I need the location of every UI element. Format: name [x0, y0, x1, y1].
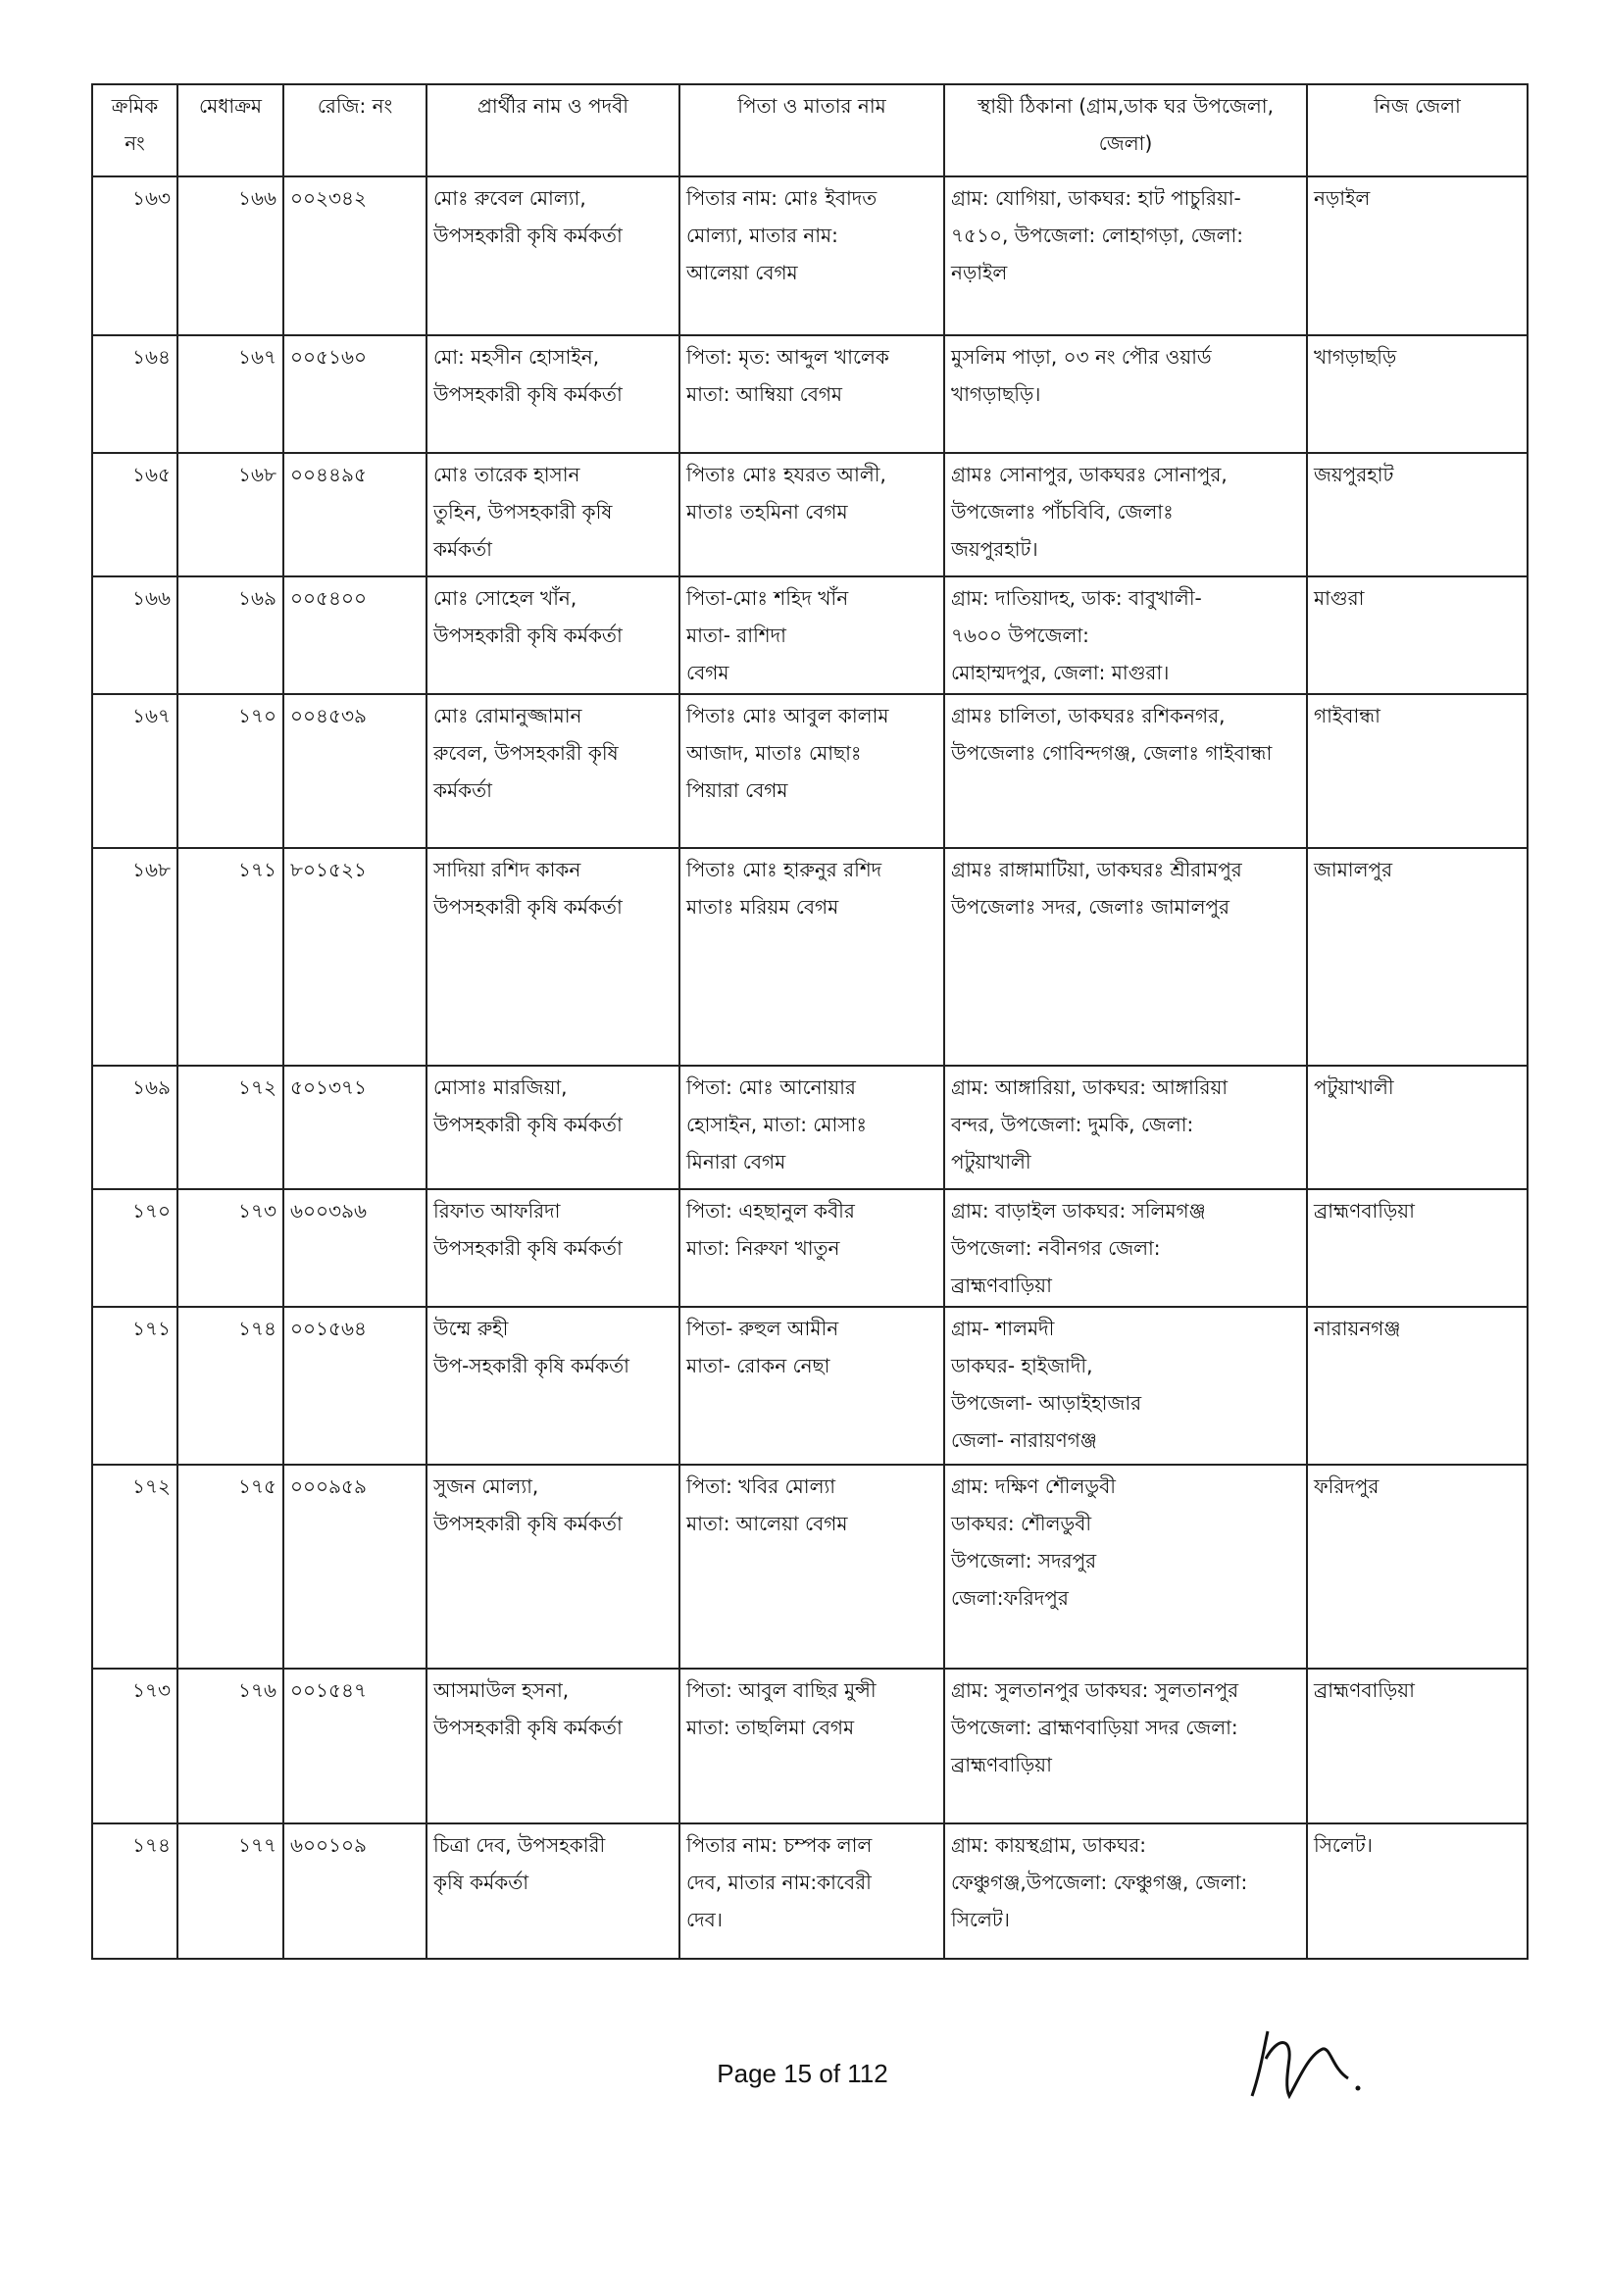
cell-address-line: সিলেট।	[951, 1908, 1010, 1931]
header-parents: পিতা ও মাতার নাম	[679, 84, 944, 176]
cell-address-line: গ্রাম: বাড়াইল ডাকঘর: সলিমগঞ্জ	[951, 1199, 1206, 1223]
cell-reg: ০০১৫৪৭	[283, 1669, 426, 1823]
cell-name	[426, 1465, 679, 1669]
cell-address-line: ডাকঘর: শৌলডুবী	[951, 1512, 1092, 1535]
cell-name-line: উপসহকারী কৃষি কর্মকর্তা	[433, 1113, 623, 1136]
cell-district: জয়পুরহাট	[1307, 453, 1528, 576]
cell-address	[944, 1823, 1307, 1959]
cell-name-line: রুবেল, উপসহকারী কৃষি	[433, 741, 619, 765]
cell-address	[944, 1669, 1307, 1823]
cell-parents	[679, 576, 944, 694]
cell-parents-line: বেগম	[686, 661, 729, 684]
cell-name-line: সুজন মোল্যা,	[433, 1474, 539, 1498]
cell-serial: ১৬৯	[92, 1066, 177, 1189]
cell-district: জামালপুর	[1307, 848, 1528, 1066]
cell-name-line: উপসহকারী কৃষি কর্মকর্তা	[433, 895, 623, 919]
cell-serial: ১৬৭	[92, 694, 177, 848]
cell-name	[426, 176, 679, 335]
cell-name-line: আসমাউল হসনা,	[433, 1678, 570, 1702]
cell-district: গাইবান্ধা	[1307, 694, 1528, 848]
cell-address-line: গ্রামঃ চালিতা, ডাকঘরঃ রশিকনগর,	[951, 704, 1226, 727]
header-row	[92, 84, 1528, 176]
cell-district: নারায়নগঞ্জ	[1307, 1307, 1528, 1465]
cell-parents-line: পিতা-মোঃ শহিদ খাঁন	[686, 586, 849, 610]
candidate-table	[91, 83, 1529, 1960]
cell-serial: ১৭২	[92, 1465, 177, 1669]
cell-name	[426, 1189, 679, 1307]
cell-address-line: উপজেলাঃ পাঁচবিবি, জেলাঃ	[951, 500, 1174, 524]
header-district: নিজ জেলা	[1307, 84, 1528, 176]
header-merit: মেধাক্রম	[177, 84, 283, 176]
cell-parents	[679, 694, 944, 848]
header-address: স্থায়ী ঠিকানা (গ্রাম,ডাক ঘর উপজেলা, জেলা)	[944, 84, 1307, 176]
cell-address-line: ৭৬০০ উপজেলা:	[951, 624, 1089, 647]
cell-parents-line: পিতা: এহছানুল কবীর	[686, 1199, 855, 1223]
cell-parents-line: মাতা- রোকন নেছা	[686, 1354, 830, 1377]
cell-parents-line: মাতা: আলেয়া বেগম	[686, 1512, 848, 1535]
cell-name-line: চিত্রা দেব, উপসহকারী	[433, 1833, 606, 1857]
cell-address-line: গ্রাম: যোগিয়া, ডাকঘর: হাট পাচুরিয়া-	[951, 186, 1241, 210]
cell-parents	[679, 335, 944, 453]
cell-serial: ১৬৫	[92, 453, 177, 576]
cell-address-line: গ্রাম: দাতিয়াদহ, ডাক: বাবুখালী-	[951, 586, 1202, 610]
cell-parents-line: আজাদ, মাতাঃ মোছাঃ	[686, 741, 862, 765]
cell-serial: ১৬৪	[92, 335, 177, 453]
cell-merit: ১৭১	[177, 848, 283, 1066]
cell-parents-line: পিতাঃ মোঃ হারুনুর রশিদ	[686, 858, 882, 881]
cell-name-line: সাদিয়া রশিদ কাকন	[433, 858, 581, 881]
cell-address	[944, 176, 1307, 335]
cell-address	[944, 335, 1307, 453]
cell-serial: ১৬৬	[92, 576, 177, 694]
cell-parents-line: মাতা: তাছলিমা বেগম	[686, 1716, 855, 1739]
cell-merit: ১৬৯	[177, 576, 283, 694]
cell-address-line: নড়াইল	[951, 261, 1008, 284]
cell-name-line: কর্মকর্তা	[433, 537, 492, 561]
table-row	[92, 1465, 1528, 1669]
cell-reg: ৬০০১০৯	[283, 1823, 426, 1959]
header-serial: ক্রমিক নং	[92, 84, 177, 176]
cell-district: ফরিদপুর	[1307, 1465, 1528, 1669]
table-row	[92, 576, 1528, 694]
cell-reg: ০০৪৫৩৯	[283, 694, 426, 848]
cell-address-line: ব্রাহ্মণবাড়িয়া	[951, 1273, 1052, 1297]
cell-parents-line: পিতার নাম: চম্পক লাল	[686, 1833, 873, 1857]
cell-address	[944, 1465, 1307, 1669]
cell-name	[426, 1307, 679, 1465]
cell-district: সিলেট।	[1307, 1823, 1528, 1959]
cell-merit: ১৬৭	[177, 335, 283, 453]
cell-name	[426, 335, 679, 453]
cell-address-line: উপজেলা: নবীনগর জেলা:	[951, 1236, 1161, 1260]
table-body	[92, 176, 1528, 1959]
table-row	[92, 1307, 1528, 1465]
cell-name-line: উপসহকারী কৃষি কর্মকর্তা	[433, 382, 623, 406]
cell-parents	[679, 848, 944, 1066]
cell-reg: ৬০০৩৯৬	[283, 1189, 426, 1307]
cell-parents-line: পিতা: মৃত: আব্দুল খালেক	[686, 345, 889, 369]
cell-address-line: উপজেলা- আড়াইহাজার	[951, 1391, 1142, 1415]
cell-reg: ০০১৫৬৪	[283, 1307, 426, 1465]
cell-name-line: উম্মে রুহী	[433, 1317, 509, 1340]
cell-address-line: মুসলিম পাড়া, ০৩ নং পৌর ওয়ার্ড	[951, 345, 1212, 369]
cell-name-line: উপসহকারী কৃষি কর্মকর্তা	[433, 1512, 623, 1535]
table-row	[92, 1823, 1528, 1959]
cell-reg: ৫০১৩৭১	[283, 1066, 426, 1189]
cell-name	[426, 1823, 679, 1959]
header-name: প্রার্থীর নাম ও পদবী	[426, 84, 679, 176]
cell-parents-line: পিতা: মোঃ আনোয়ার	[686, 1075, 856, 1099]
cell-serial: ১৭১	[92, 1307, 177, 1465]
cell-serial: ১৭০	[92, 1189, 177, 1307]
cell-address	[944, 848, 1307, 1066]
cell-district: ব্রাহ্মণবাড়িয়া	[1307, 1669, 1528, 1823]
cell-address-line: খাগড়াছড়ি।	[951, 382, 1041, 406]
cell-address-line: গ্রামঃ রাঙ্গামাটিয়া, ডাকঘরঃ শ্রীরামপুর	[951, 858, 1242, 881]
cell-reg: ৮০১৫২১	[283, 848, 426, 1066]
cell-name-line: মোঃ সোহেল খাঁন,	[433, 586, 577, 610]
cell-serial: ১৭৪	[92, 1823, 177, 1959]
cell-name-line: উপসহকারী কৃষি কর্মকর্তা	[433, 224, 623, 247]
cell-address-line: জেলা:ফরিদপুর	[951, 1586, 1069, 1610]
cell-name-line: মোঃ রোমানুজ্জামান	[433, 704, 582, 727]
cell-address	[944, 453, 1307, 576]
cell-name-line: মোঃ রুবেল মোল্যা,	[433, 186, 586, 210]
cell-merit: ১৭৩	[177, 1189, 283, 1307]
cell-address-line: পটুয়াখালী	[951, 1150, 1031, 1173]
cell-parents-line: মাতাঃ মরিয়ম বেগম	[686, 895, 839, 919]
cell-merit: ১৭৬	[177, 1669, 283, 1823]
cell-merit: ১৭৪	[177, 1307, 283, 1465]
cell-name	[426, 1066, 679, 1189]
cell-name-line: উপসহকারী কৃষি কর্মকর্তা	[433, 1716, 623, 1739]
cell-merit: ১৬৬	[177, 176, 283, 335]
cell-parents-line: পিয়ারা বেগম	[686, 778, 788, 802]
cell-parents-line: মিনারা বেগম	[686, 1150, 786, 1173]
cell-name	[426, 453, 679, 576]
page-footer	[0, 2059, 1605, 2089]
cell-name-line: মোঃ তারেক হাসান	[433, 463, 580, 486]
cell-address-line: গ্রাম: সুলতানপুর ডাকঘর: সুলতানপুর	[951, 1678, 1239, 1702]
cell-address-line: গ্রাম: আঙ্গারিয়া, ডাকঘর: আঙ্গারিয়া	[951, 1075, 1229, 1099]
cell-parents-line: দেব, মাতার নাম:কাবেরী	[686, 1871, 872, 1894]
cell-name-line: মো: মহসীন হোসাইন,	[433, 345, 600, 369]
table-row	[92, 176, 1528, 335]
cell-name-line: কর্মকর্তা	[433, 778, 492, 802]
cell-parents	[679, 1189, 944, 1307]
cell-address-line: মোহাম্মদপুর, জেলা: মাগুরা।	[951, 661, 1170, 684]
cell-merit: ১৬৮	[177, 453, 283, 576]
cell-name-line: উপসহকারী কৃষি কর্মকর্তা	[433, 624, 623, 647]
cell-parents-line: মোল্যা, মাতার নাম:	[686, 224, 838, 247]
cell-parents	[679, 1823, 944, 1959]
cell-district: খাগড়াছড়ি	[1307, 335, 1528, 453]
cell-address-line: গ্রাম- শালমদী	[951, 1317, 1055, 1340]
cell-name-line: তুহিন, উপসহকারী কৃষি	[433, 500, 613, 524]
cell-merit: ১৭০	[177, 694, 283, 848]
cell-address-line: বন্দর, উপজেলা: দুমকি, জেলা:	[951, 1113, 1194, 1136]
cell-address-line: উপজেলা: সদরপুর	[951, 1549, 1097, 1572]
cell-address	[944, 1189, 1307, 1307]
cell-reg: ০০৫১৬০	[283, 335, 426, 453]
cell-district: নড়াইল	[1307, 176, 1528, 335]
cell-name-line: মোসাঃ মারজিয়া,	[433, 1075, 568, 1099]
cell-address-line: উপজেলা: ব্রাহ্মণবাড়িয়া সদর জেলা:	[951, 1716, 1238, 1739]
cell-name	[426, 576, 679, 694]
cell-parents-line: মাতা- রাশিদা	[686, 624, 786, 647]
table-row	[92, 694, 1528, 848]
table-row	[92, 1669, 1528, 1823]
header-reg: রেজি: নং	[283, 84, 426, 176]
cell-parents	[679, 1066, 944, 1189]
table-row	[92, 453, 1528, 576]
cell-parents-line: আলেয়া বেগম	[686, 261, 798, 284]
cell-district: মাগুরা	[1307, 576, 1528, 694]
cell-name-line: কৃষি কর্মকর্তা	[433, 1871, 528, 1894]
cell-parents	[679, 1465, 944, 1669]
page-number: Page 15 of 112	[717, 2059, 888, 2088]
cell-parents	[679, 176, 944, 335]
cell-parents	[679, 453, 944, 576]
cell-parents	[679, 1307, 944, 1465]
cell-name-line: উপসহকারী কৃষি কর্মকর্তা	[433, 1236, 623, 1260]
cell-address-line: জয়পুরহাট।	[951, 537, 1038, 561]
table-header	[92, 84, 1528, 176]
document-sheet	[91, 83, 1527, 1960]
cell-address	[944, 1307, 1307, 1465]
cell-reg: ০০৪৪৯৫	[283, 453, 426, 576]
cell-name	[426, 848, 679, 1066]
table-row	[92, 335, 1528, 453]
cell-address-line: ৭৫১০, উপজেলা: লোহাগড়া, জেলা:	[951, 224, 1244, 247]
cell-merit: ১৭৭	[177, 1823, 283, 1959]
cell-parents-line: হোসাইন, মাতা: মোসাঃ	[686, 1113, 867, 1136]
cell-parents-line: পিতাঃ মোঃ আবুল কালাম	[686, 704, 889, 727]
cell-reg: ০০৫৪০০	[283, 576, 426, 694]
cell-address-line: গ্রাম: দক্ষিণ শৌলডুবী	[951, 1474, 1117, 1498]
cell-merit: ১৭৫	[177, 1465, 283, 1669]
cell-parents-line: মাতা: নিরুফা খাতুন	[686, 1236, 840, 1260]
cell-district: ব্রাহ্মণবাড়িয়া	[1307, 1189, 1528, 1307]
cell-address	[944, 1066, 1307, 1189]
cell-parents-line: পিতাঃ মোঃ হযরত আলী,	[686, 463, 886, 486]
cell-parents-line: পিতা: আবুল বাছির মুন্সী	[686, 1678, 877, 1702]
cell-address-line: ডাকঘর- হাইজাদী,	[951, 1354, 1093, 1377]
cell-address-line: জেলা- নারায়ণগঞ্জ	[951, 1428, 1097, 1452]
cell-district: পটুয়াখালী	[1307, 1066, 1528, 1189]
cell-address-line: গ্রাম: কায়স্থগ্রাম, ডাকঘর:	[951, 1833, 1146, 1857]
cell-parents-line: দেব।	[686, 1908, 723, 1931]
cell-name	[426, 1669, 679, 1823]
cell-address-line: ব্রাহ্মণবাড়িয়া	[951, 1753, 1052, 1776]
table-row	[92, 1189, 1528, 1307]
cell-reg: ০০০৯৫৯	[283, 1465, 426, 1669]
table-row	[92, 1066, 1528, 1189]
cell-address	[944, 576, 1307, 694]
cell-name-line: উপ-সহকারী কৃষি কর্মকর্তা	[433, 1354, 629, 1377]
cell-serial: ১৬৩	[92, 176, 177, 335]
cell-parents	[679, 1669, 944, 1823]
cell-reg: ০০২৩৪২	[283, 176, 426, 335]
cell-serial: ১৭৩	[92, 1669, 177, 1823]
cell-parents-line: মাতাঃ তহমিনা বেগম	[686, 500, 848, 524]
cell-address-line: উপজেলাঃ গোবিন্দগঞ্জ, জেলাঃ গাইবান্ধা	[951, 741, 1273, 765]
cell-parents-line: পিতার নাম: মোঃ ইবাদত	[686, 186, 878, 210]
cell-address	[944, 694, 1307, 848]
cell-parents-line: পিতা: খবির মোল্যা	[686, 1474, 836, 1498]
table-row	[92, 848, 1528, 1066]
cell-address-line: ফেঞ্চুগঞ্জ,উপজেলা: ফেঞ্চুগঞ্জ, জেলা:	[951, 1871, 1248, 1894]
cell-address-line: গ্রামঃ সোনাপুর, ডাকঘরঃ সোনাপুর,	[951, 463, 1228, 486]
cell-name-line: রিফাত আফরিদা	[433, 1199, 561, 1223]
cell-name	[426, 694, 679, 848]
cell-parents-line: মাতা: আম্বিয়া বেগম	[686, 382, 843, 406]
cell-serial: ১৬৮	[92, 848, 177, 1066]
cell-merit: ১৭২	[177, 1066, 283, 1189]
cell-parents-line: পিতা- রুহুল আমীন	[686, 1317, 839, 1340]
cell-address-line: উপজেলাঃ সদর, জেলাঃ জামালপুর	[951, 895, 1230, 919]
